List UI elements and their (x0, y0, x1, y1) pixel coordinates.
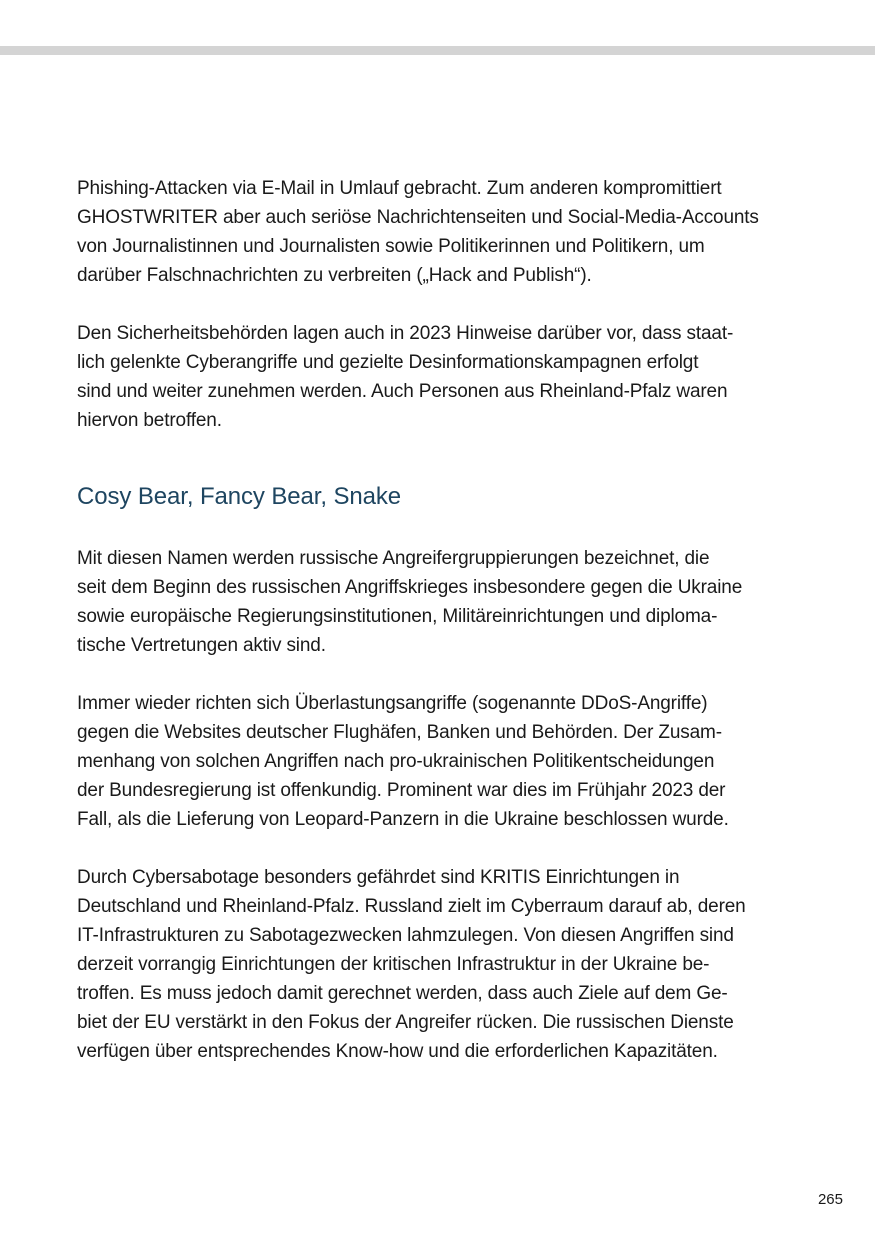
page-content (77, 174, 807, 1066)
paragraph-line: Den Sicherheitsbehörden lagen auch in 2023 Hinweise darüber vor, dass staat- (77, 323, 734, 344)
heading-gap (77, 435, 807, 482)
paragraph-line: von Journalistinnen und Journalisten sowie Politikerinnen und Politikern, um (77, 236, 705, 257)
paragraph-line: GHOSTWRITER aber auch seriöse Nachrichtenseiten und Social-Media-Accounts (77, 207, 759, 228)
paragraph-line: Durch Cybersabotage besonders gefährdet sind KRITIS Einrichtungen in (77, 867, 680, 888)
paragraph-line: verfügen über entsprechendes Know-how und die erforderlichen Kapazitäten. (77, 1041, 718, 1062)
paragraph-line: sowie europäische Regierungsinstitutionen, Militäreinrichtungen und diploma- (77, 606, 718, 627)
paragraph-line: gegen die Websites deutscher Flughäfen, Banken und Behörden. Der Zusam- (77, 722, 722, 743)
paragraph-gap (77, 660, 807, 689)
paragraph-gap (77, 834, 807, 863)
paragraph-line: darüber Falschnachrichten zu verbreiten („Hack and Publish“). (77, 265, 592, 286)
paragraph-line: Deutschland und Rheinland-Pfalz. Russland zielt im Cyberraum darauf ab, deren (77, 896, 746, 917)
section-heading: Cosy Bear, Fancy Bear, Snake (77, 483, 402, 510)
paragraph-ddos (77, 689, 807, 834)
paragraph-line: sind und weiter zunehmen werden. Auch Personen aus Rheinland-Pfalz waren (77, 381, 728, 402)
paragraph-line: menhang von solchen Angriffen nach pro-ukrainischen Politikentscheidungen (77, 751, 715, 772)
paragraph-line: biet der EU verstärkt in den Fokus der Angreifer rücken. Die russischen Dienste (77, 1012, 734, 1033)
paragraph-security-authorities (77, 319, 807, 435)
paragraph-line: troffen. Es muss jedoch damit gerechnet werden, dass auch Ziele auf dem Ge- (77, 983, 728, 1004)
paragraph-line: Phishing-Attacken via E-Mail in Umlauf gebracht. Zum anderen kompromittiert (77, 178, 722, 199)
paragraph-line: Fall, als die Lieferung von Leopard-Panzern in die Ukraine beschlossen wurde. (77, 809, 729, 830)
paragraph-line: lich gelenkte Cyberangriffe und gezielte Desinformationskampagnen erfolgt (77, 352, 699, 373)
heading-gap (77, 512, 807, 544)
paragraph-line: Mit diesen Namen werden russische Angreifergruppierungen bezeichnet, die (77, 548, 710, 569)
paragraph-line: IT-Infrastrukturen zu Sabotagezwecken lahmzulegen. Von diesen Angriffen sind (77, 925, 734, 946)
paragraph-line: tische Vertretungen aktiv sind. (77, 635, 326, 656)
page-number: 265 (817, 1191, 843, 1208)
paragraph-line: derzeit vorrangig Einrichtungen der kritischen Infrastruktur in der Ukraine be- (77, 954, 710, 975)
top-rule (0, 46, 875, 55)
paragraph-line: Immer wieder richten sich Überlastungsangriffe (sogenannte DDoS-Angriffe) (77, 693, 708, 714)
paragraph-cybersabotage (77, 863, 807, 1066)
paragraph-phishing (77, 174, 807, 290)
paragraph-line: der Bundesregierung ist offenkundig. Prominent war dies im Frühjahr 2023 der (77, 780, 726, 801)
paragraph-line: seit dem Beginn des russischen Angriffskrieges insbesondere gegen die Ukraine (77, 577, 743, 598)
paragraph-line: hiervon betroffen. (77, 410, 222, 431)
paragraph-gap (77, 290, 807, 319)
paragraph-group-names (77, 544, 807, 660)
